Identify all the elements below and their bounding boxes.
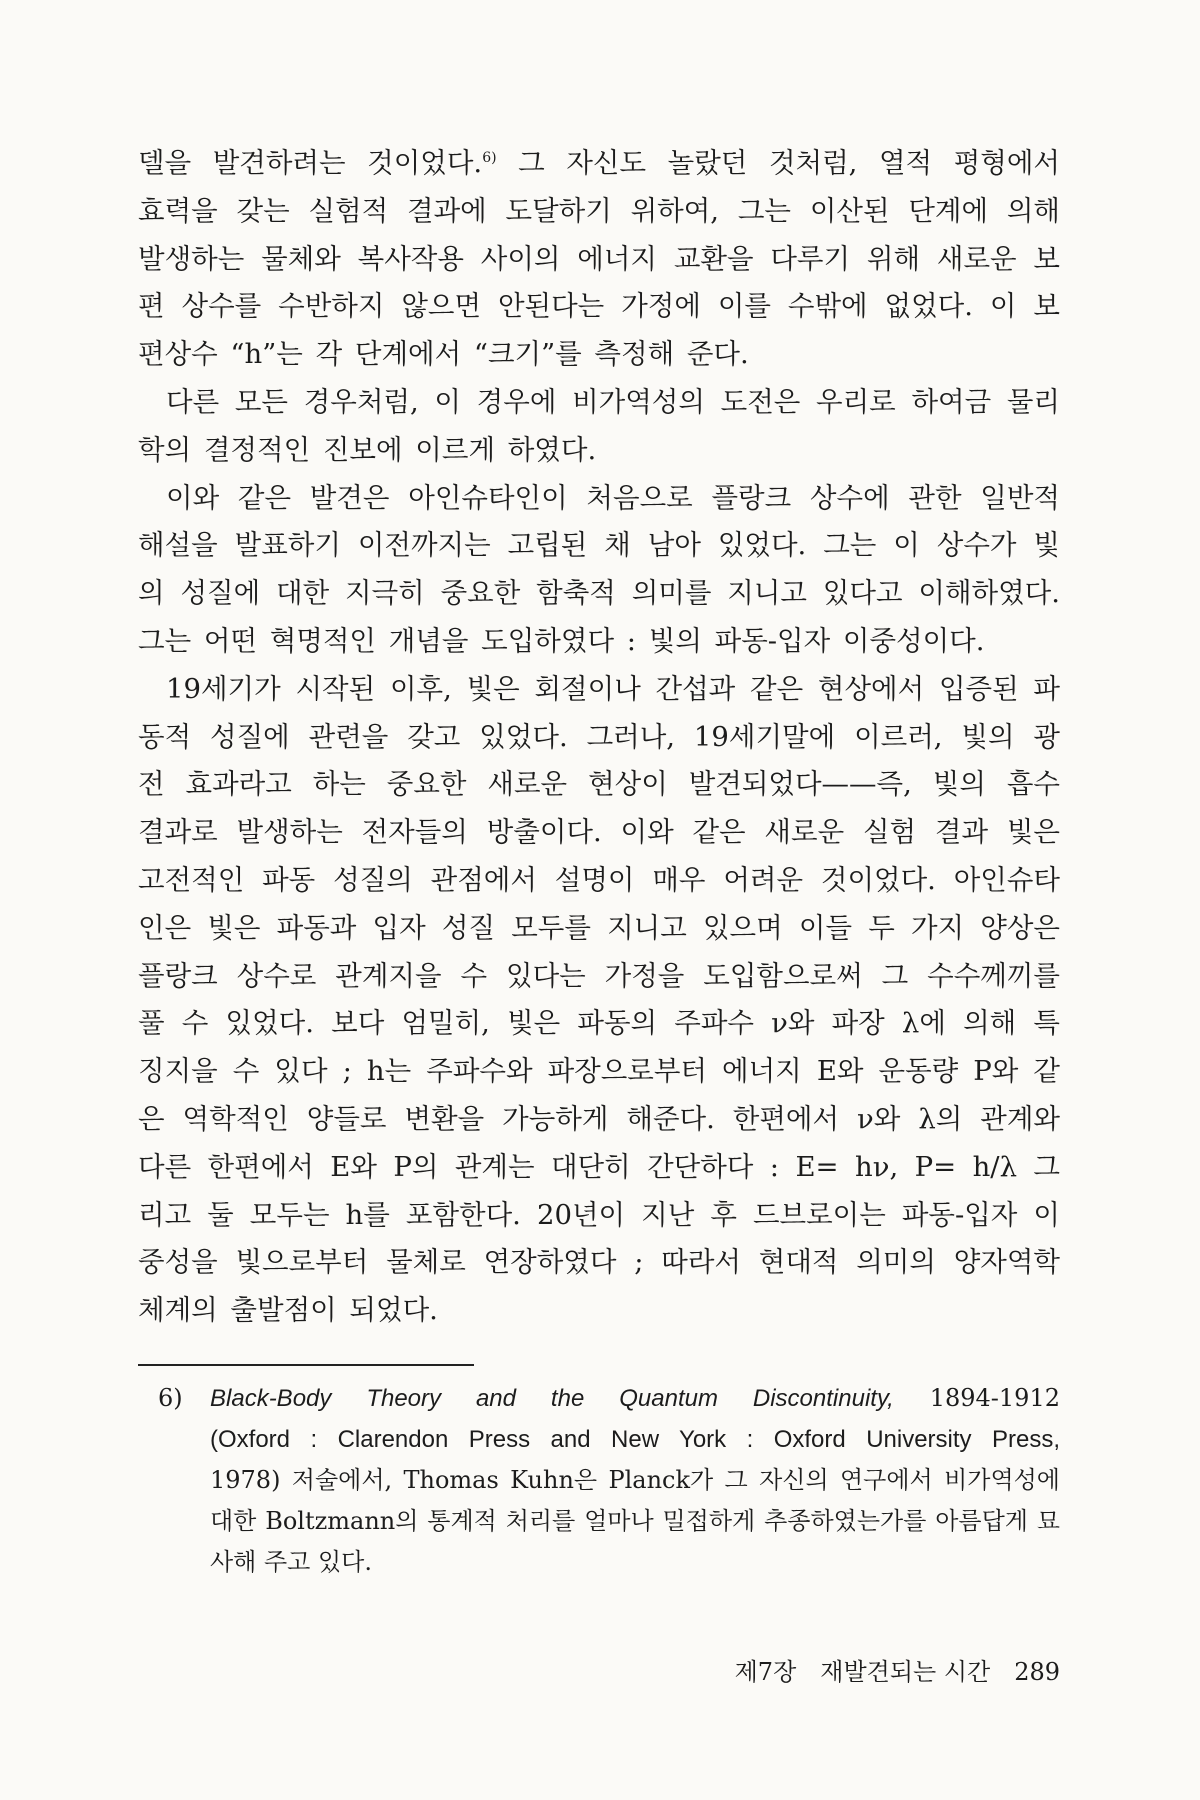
footnote-line: (Oxford : Clarendon Press and New York : Oxford University Press, xyxy=(210,1426,1060,1453)
page-number: 289 xyxy=(1014,1658,1060,1686)
text-line: 징지을 수 있다 ; h는 주파수와 파장으로부터 에너지 E와 운동량 P와 같 xyxy=(138,1055,1060,1088)
text-line: 은 역학적인 양들로 변환을 가능하게 해준다. 한편에서 ν와 λ의 관계와 xyxy=(138,1102,1060,1135)
text-line: 학의 결정적인 진보에 이르게 하였다. xyxy=(138,433,597,466)
text-line: 인은 빛은 파동과 입자 성질 모두를 지니고 있으며 이들 두 가지 양상은 xyxy=(138,911,1060,944)
text-line: 19세기가 시작된 이후, 빛은 회절이나 간섭과 같은 현상에서 입증된 파 xyxy=(166,672,1060,705)
text-run: 그 자신도 놀랐던 것처럼, 열적 평형에서 xyxy=(496,147,1060,179)
page-footer xyxy=(711,1652,1060,1687)
text-line: 의 성질에 대한 지극히 중요한 함축적 의미를 지니고 있다고 이해하였다. xyxy=(138,577,1060,610)
footnote-rule xyxy=(138,1364,474,1366)
text-run: 델을 발견하려는 것이었다. xyxy=(138,147,483,179)
text-line: 동적 성질에 관련을 갖고 있었다. 그러나, 19세기말에 이르러, 빛의 광 xyxy=(138,720,1060,753)
footnote-years: 1894-1912 xyxy=(893,1384,1060,1412)
footnote-line: 사해 주고 있다. xyxy=(210,1548,372,1576)
text-line: 편 상수를 수반하지 않으면 안된다는 가정에 이를 수밖에 없었다. 이 보 xyxy=(138,290,1060,323)
text-line: 풀 수 있었다. 보다 엄밀히, 빛은 파동의 주파수 ν와 파장 λ에 의해 특 xyxy=(138,1007,1060,1040)
footnote-line: 1978) 저술에서, Thomas Kuhn은 Planck가 그 자신의 연구에서 비가역성에 xyxy=(210,1466,1060,1494)
text-line: 편상수 “h”는 각 단계에서 “크기”를 측정해 준다. xyxy=(138,338,749,371)
text-line: 체계의 출발점이 되었다. xyxy=(138,1294,438,1327)
footnote-line: 대한 Boltzmann의 통계적 처리를 얼마나 밀접하게 추종하였는가를 아름답게 묘 xyxy=(210,1507,1060,1535)
text-line: 중성을 빛으로부터 물체로 연장하였다 ; 따라서 현대적 의미의 양자역학 xyxy=(138,1246,1060,1279)
chapter-title: 재발견되는 시간 xyxy=(820,1658,991,1686)
text-line: 해설을 발표하기 이전까지는 고립된 채 남아 있었다. 그는 이 상수가 빛 xyxy=(138,529,1060,562)
text-line: 결과로 발생하는 전자들의 방출이다. 이와 같은 새로운 실험 결과 빛은 xyxy=(138,816,1060,849)
footnote-number: 6) xyxy=(158,1384,183,1412)
chapter-label: 제7장 xyxy=(734,1658,797,1686)
text-line: 이와 같은 발견은 아인슈타인이 처음으로 플랑크 상수에 관한 일반적 xyxy=(166,481,1060,514)
text-line xyxy=(138,140,1060,188)
text-line: 효력을 갖는 실험적 결과에 도달하기 위하여, 그는 이산된 단계에 의해 xyxy=(138,194,1060,227)
text-line: 발생하는 물체와 복사작용 사이의 에너지 교환을 다루기 위해 새로운 보 xyxy=(138,242,1060,275)
text-line: 리고 둘 모두는 h를 포함한다. 20년이 지난 후 드브로이는 파동-입자 이 xyxy=(138,1198,1060,1231)
footnote-line xyxy=(210,1378,1060,1419)
footnote-book-title: Black-Body Theory and the Quantum Discontinuity, xyxy=(210,1385,894,1412)
text-line: 다른 모든 경우처럼, 이 경우에 비가역성의 도전은 우리로 하여금 물리 xyxy=(166,385,1060,418)
text-line: 다른 한편에서 E와 P의 관계는 대단히 간단하다 : E= hν, P= h/λ 그 xyxy=(138,1150,1060,1183)
text-line: 전 효과라고 하는 중요한 새로운 현상이 발견되었다——즉, 빛의 흡수 xyxy=(138,768,1060,801)
text-line: 고전적인 파동 성질의 관점에서 설명이 매우 어려운 것이었다. 아인슈타 xyxy=(138,863,1060,896)
text-line: 그는 어떤 혁명적인 개념을 도입하였다 : 빛의 파동-입자 이중성이다. xyxy=(138,624,985,657)
body-text xyxy=(138,140,1060,1335)
footnote-ref: 6) xyxy=(482,150,497,166)
text-line: 플랑크 상수로 관계지을 수 있다는 가정을 도입함으로써 그 수수께끼를 xyxy=(138,959,1060,992)
